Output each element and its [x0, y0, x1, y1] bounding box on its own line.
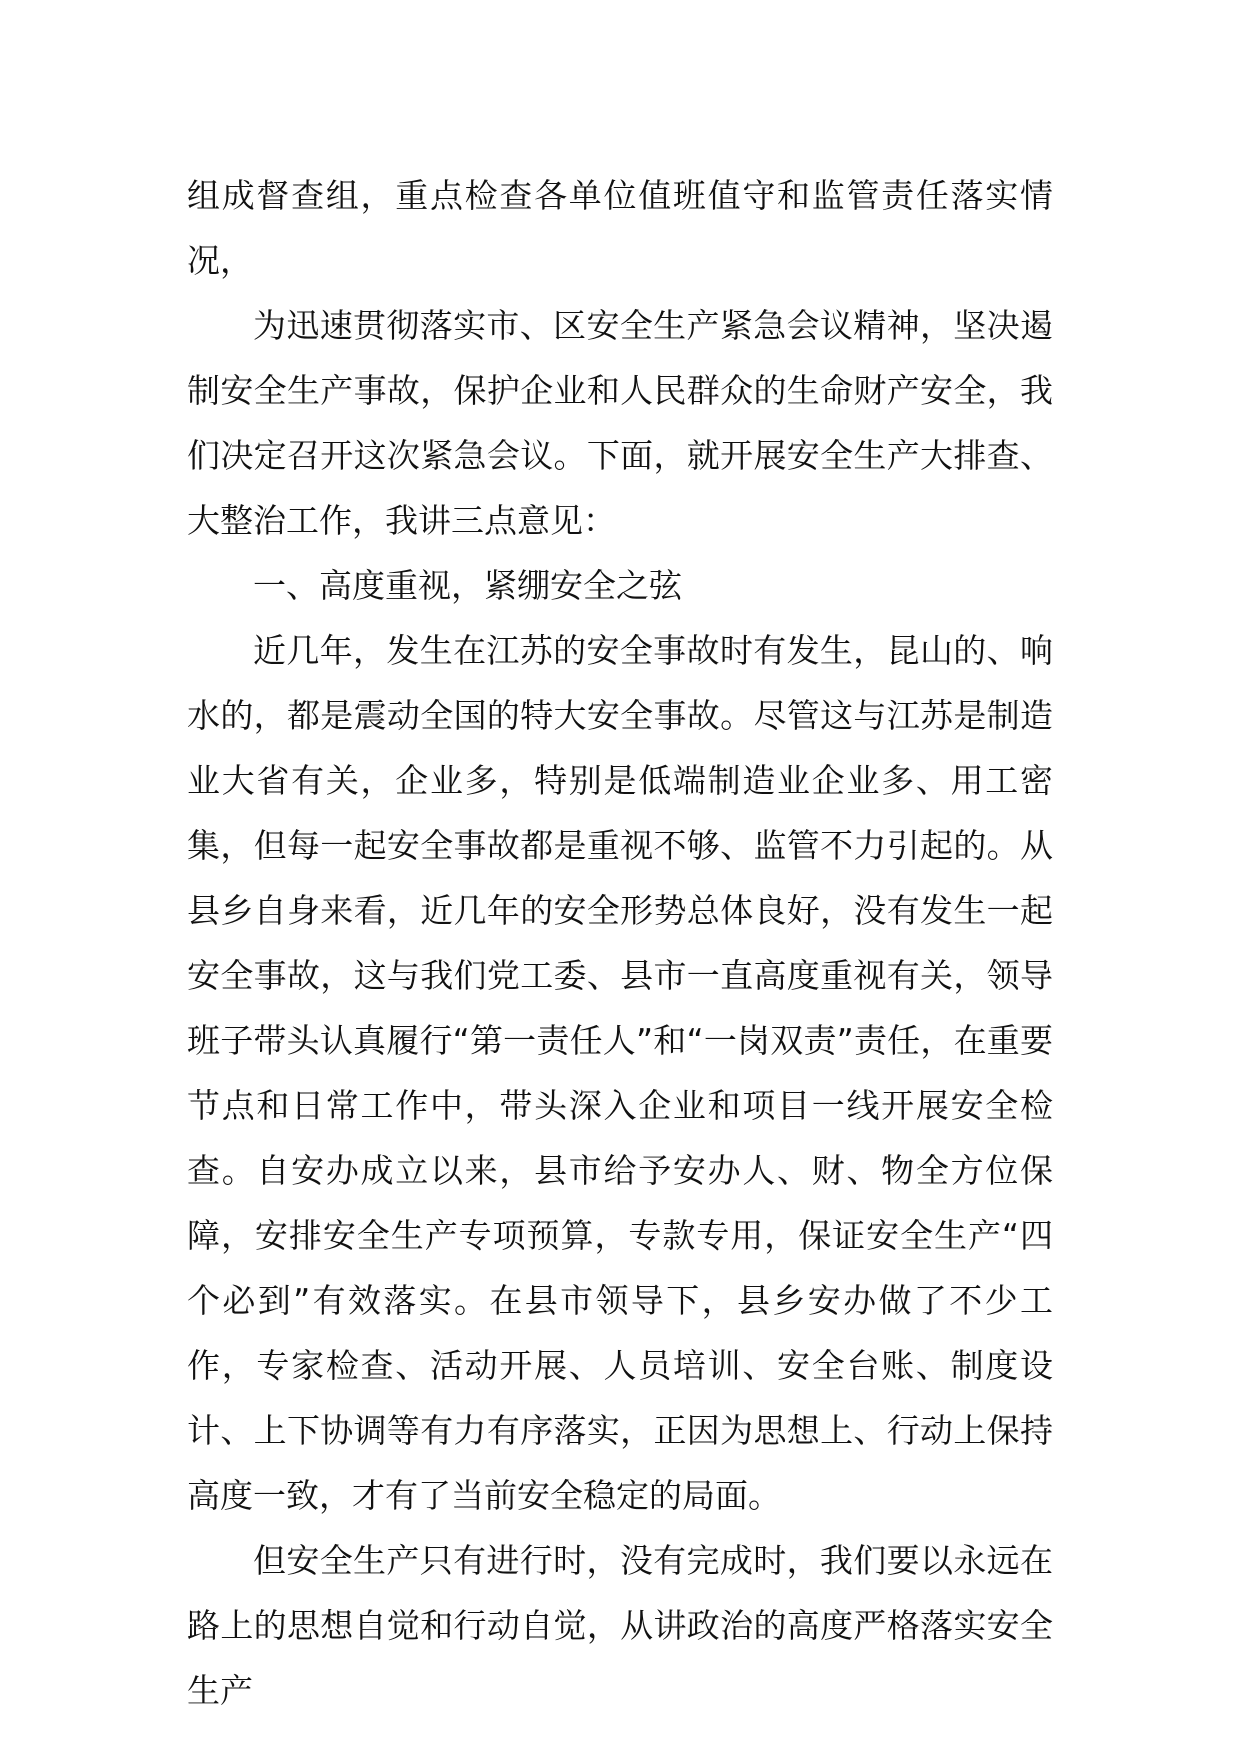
paragraph-intro: 为迅速贯彻落实市、区安全生产紧急会议精神，坚决遏制安全生产事故，保护企业和人民群众的生命财产安全，我们决定召开这次紧急会议。下面，就开展安全生产大排查、大整治工作，我讲三点意见： — [187, 306, 1053, 540]
paragraph-body: 近几年，发生在江苏的安全事故时有发生，昆山的、响水的，都是震动全国的特大安全事故。尽管这与江苏是制造业大省有关，企业多，特别是低端制造业企业多、用工密集，但每一起安全事故都是重视不够、监管不力引起的。从县乡自身来看，近几年的安全形势总体良好，没有发生一起安全事故，这与我们党工委、县市一直高度重视有关，领导班子带头认真履行“第一责任人”和“一岗双责”责任，在重要节点和日常工作中，带头深入企业和项目一线开展安全检查。自安办成立以来，县市给予安办人、财、物全方位保障，安排安全生产专项预算，专款专用，保证安全生产“四个必到”有效落实。在县市领导下，县乡安办做了不少工作，专家检查、活动开展、人员培训、安全台账、制度设计、上下协调等有力有序落实，正因为思想上、行动上保持高度一致，才有了当前安全稳定的局面。 — [187, 631, 1053, 1515]
section-heading: 一、高度重视，紧绷安全之弦 — [253, 566, 682, 605]
document-body — [187, 163, 1053, 1723]
paragraph-continuation: 组成督查组，重点检查各单位值班值守和监管责任落实情况， — [187, 176, 1053, 280]
paragraph-closing: 但安全生产只有进行时，没有完成时，我们要以永远在路上的思想自觉和行动自觉，从讲政治的高度严格落实安全生产 — [187, 1541, 1053, 1710]
